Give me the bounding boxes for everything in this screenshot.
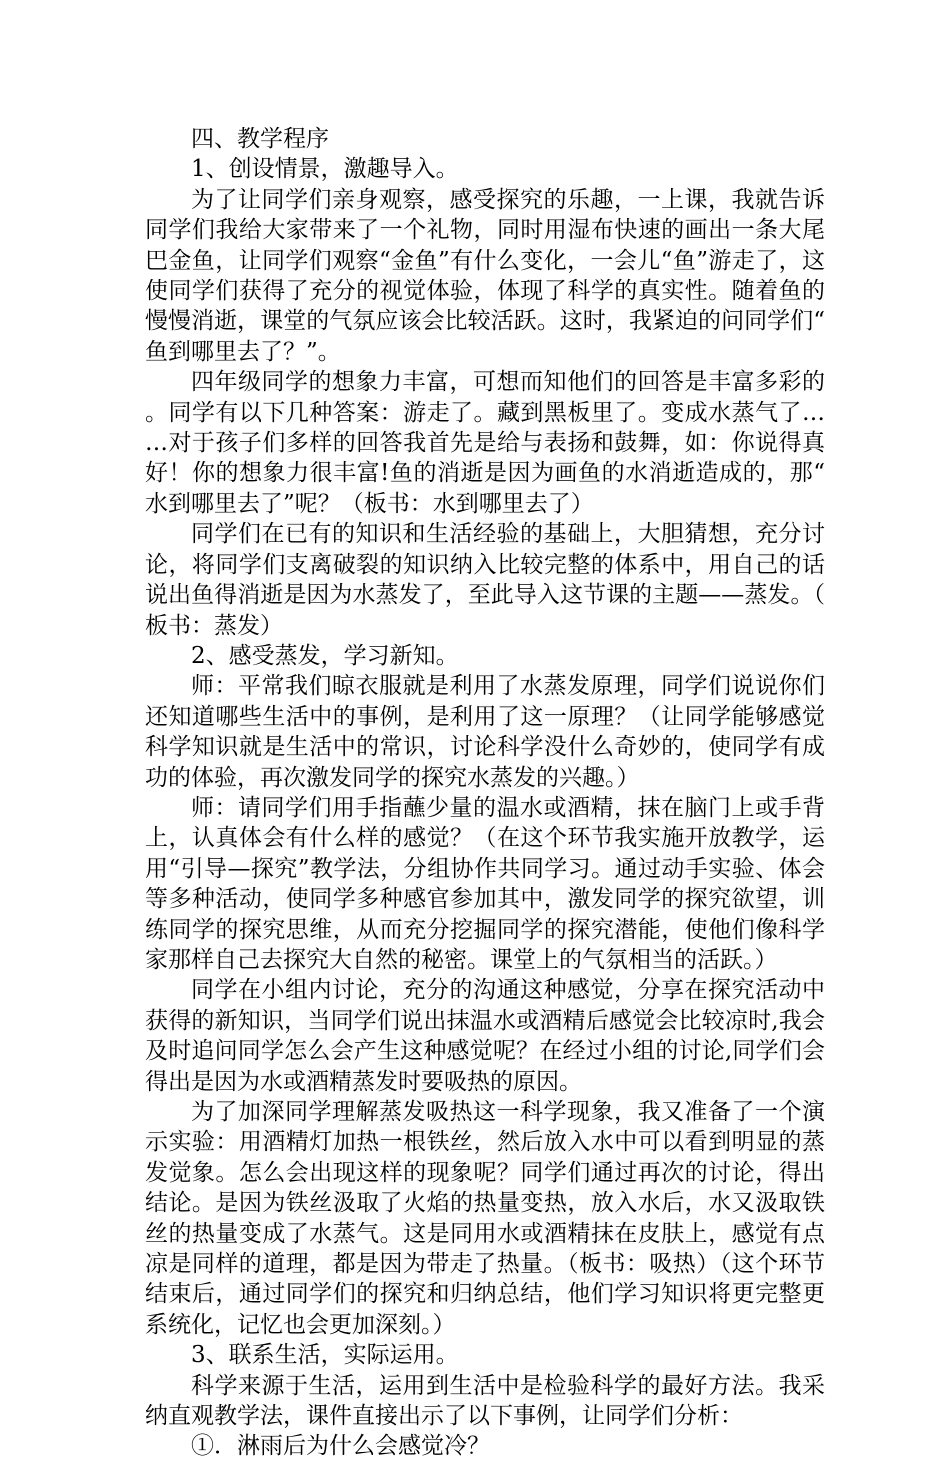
- subsection-heading: 3、联系生活，实际运用。: [191, 1342, 459, 1369]
- paragraph: 科学来源于生活，运用到生活中是检验科学的最好方法。我采纳直观教学法，课件直接出示了以下事例，让同学们分析：: [145, 1372, 825, 1430]
- list-item: ①．淋雨后为什么会感觉冷？: [191, 1433, 490, 1460]
- paragraph: 同学在小组内讨论，充分的沟通这种感觉，分享在探究活动中获得的新知识，当同学们说出抹温水或酒精后感觉会比较凉时,我会及时追问同学怎么会产生这种感觉呢？在经过小组的讨论,同学们会得出是因为水或酒精蒸发时要吸热的原因。: [145, 977, 825, 1095]
- paragraph: 同学们在已有的知识和生活经验的基础上，大胆猜想，充分讨论，将同学们支离破裂的知识纳入比较完整的体系中，用自己的话说出鱼得消逝是因为水蒸发了，至此导入这节课的主题——蒸发。（板书：蒸发）: [145, 521, 825, 639]
- paragraph: 为了加深同学理解蒸发吸热这一科学现象，我又准备了一个演示实验：用酒精灯加热一根铁丝，然后放入水中可以看到明显的蒸发觉象。怎么会出现这样的现象呢？同学们通过再次的讨论，得出结论。是因为铁丝汲取了火焰的热量变热，放入水后，水又汲取铁丝的热量变成了水蒸气。这是同用水或酒精抹在皮肤上，感觉有点凉是同样的道理，都是因为带走了热量。（板书：吸热）（这个环节结束后，通过同学们的探究和归纳总结，他们学习知识将更完整更系统化，记忆也会更加深刻。）: [145, 1099, 825, 1338]
- subsection-heading: 2、感受蒸发，学习新知。: [191, 642, 459, 669]
- paragraph: 师：请同学们用手指蘸少量的温水或酒精，抹在脑门上或手背上，认真体会有什么样的感觉？（在这个环节我实施开放教学，运用“引导—探究”教学法，分组协作共同学习。通过动手实验、体会等多种活动，使同学多种感官参加其中，激发同学的探究欲望，训练同学的探究思维，从而充分挖掘同学的探究潜能，使他们像科学家那样自己去探究大自然的秘密。课堂上的气氛相当的活跃。）: [145, 794, 825, 973]
- section-heading: 四、教学程序: [191, 126, 329, 152]
- paragraph: 四年级同学的想象力丰富，可想而知他们的回答是丰富多彩的。同学有以下几种答案：游走了。藏到黑板里了。变成水蒸气了……对于孩子们多样的回答我首先是给与表扬和鼓舞，如：你说得真好！你的想象力很丰富!鱼的消逝是因为画鱼的水消逝造成的，那“水到哪里去了”呢？（板书：水到哪里去了）: [145, 369, 825, 517]
- paragraph: 师：平常我们晾衣服就是利用了水蒸发原理，同学们说说你们还知道哪些生活中的事例，是利用了这一原理？（让同学能够感觉科学知识就是生活中的常识，讨论科学没什么奇妙的，使同学有成功的体验，再次激发同学的探究水蒸发的兴趣。）: [145, 673, 825, 791]
- paragraph: 为了让同学们亲身观察，感受探究的乐趣，一上课，我就告诉同学们我给大家带来了一个礼物，同时用湿布快速的画出一条大尾巴金鱼，让同学们观察“金鱼”有什么变化，一会儿“鱼”游走了，这使同学们获得了充分的视觉体验，体现了科学的真实性。随着鱼的慢慢消逝，课堂的气氛应该会比较活跃。这时，我紧迫的问同学们“鱼到哪里去了？”。: [145, 186, 825, 365]
- document-page: [145, 124, 825, 1462]
- subsection-heading: 1、创设情景，激趣导入。: [191, 156, 459, 183]
